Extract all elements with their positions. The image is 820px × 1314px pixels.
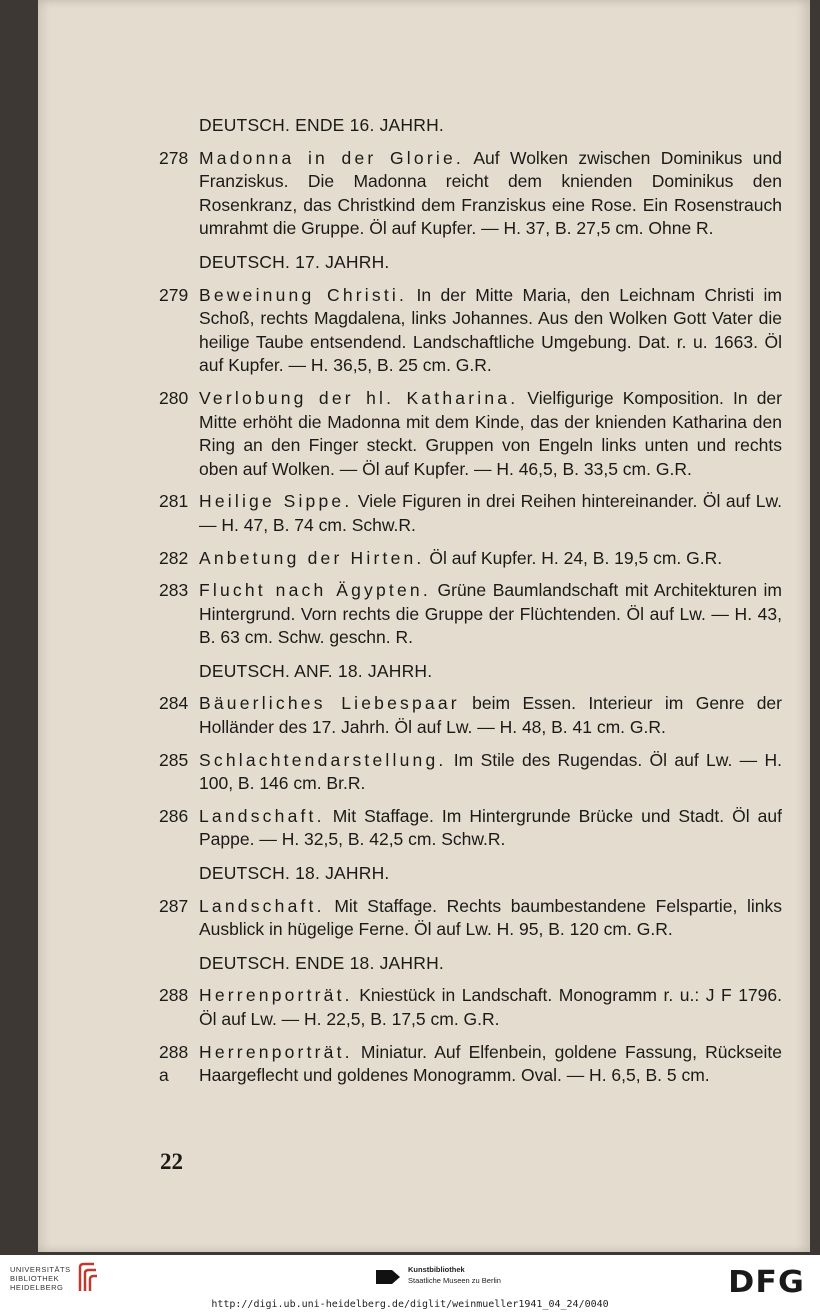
catalog-entry xyxy=(122,284,782,378)
section-heading: DEUTSCH. 18. JAHRH. xyxy=(199,863,390,884)
entry-description xyxy=(199,147,782,241)
university-line-3: HEIDELBERG xyxy=(10,1283,64,1292)
entry-number: 288 a xyxy=(159,1041,189,1086)
entry-number: 279 xyxy=(159,284,189,305)
entry-number: 281 xyxy=(159,491,189,512)
kunstbibliothek-label xyxy=(408,1264,501,1286)
catalog-entry xyxy=(122,749,782,796)
entry-number: 285 xyxy=(159,749,189,770)
entry-title: Landschaft. xyxy=(199,895,325,916)
entry-text: Miniatur. Auf Elfenbein, goldene Fassung, Rückseite Haargeflecht und goldenes Monogramm. Oval. — H. 6,5, B. 5 cm. xyxy=(199,1041,782,1086)
entry-text: Mit Staffage. Im Hintergrunde Brücke und Stadt. Öl auf Pappe. — H. 32,5, B. 42,5 cm. Schw.R. xyxy=(199,805,782,850)
catalog-content xyxy=(122,114,782,1088)
entry-description xyxy=(199,579,782,650)
page-number: 22 xyxy=(160,1149,183,1174)
university-logo-icon xyxy=(76,1261,98,1293)
entry-title: Bäuerliches Liebespaar xyxy=(199,693,460,714)
dfg-logo: DFG xyxy=(728,1265,805,1300)
entry-text: Viele Figuren in drei Reihen hintereinander. Öl auf Lw. — H. 47, B. 74 cm. Schw.R. xyxy=(199,491,782,535)
catalog-entry xyxy=(122,895,782,942)
kunstbibliothek-title: Kunstbibliothek xyxy=(408,1265,465,1274)
entry-description xyxy=(199,284,782,378)
entry-number: 286 xyxy=(159,805,189,826)
entry-title: Heilige Sippe. xyxy=(199,491,353,512)
entry-number: 283 xyxy=(159,580,189,601)
entry-text: Grüne Baumlandschaft mit Architekturen im Hintergrund. Vorn rechts die Gruppe der Flüchtenden. Öl auf Lw. — H. 43, B. 63 cm. Schw. geschn. R. xyxy=(199,580,783,648)
section-heading: DEUTSCH. ENDE 18. JAHRH. xyxy=(199,952,444,973)
catalog-entry xyxy=(122,805,782,852)
entry-text: Kniestück in Landschaft. Monogramm r. u.: J F 1796. Öl auf Lw. — H. 22,5, B. 17,5 cm. G.R. xyxy=(199,985,782,1029)
university-line-1: UNIVERSITÄTS xyxy=(10,1265,71,1274)
entry-number: 284 xyxy=(159,693,189,714)
entry-description xyxy=(199,1041,782,1088)
entry-title: Flucht nach Ägypten. xyxy=(199,580,431,601)
entry-text: beim Essen. Interieur im Genre der Holländer des 17. Jahrh. Öl auf Lw. — H. 48, B. 41 cm. G.R. xyxy=(199,693,782,738)
university-library-label xyxy=(10,1265,71,1292)
entry-description xyxy=(199,805,782,852)
entry-text: Mit Staffage. Rechts baumbestandene Felspartie, links Ausblick in hügelige Ferne. Öl auf Lw. H. 95, B. 120 cm. G.R. xyxy=(199,895,782,940)
entry-title: Herrenporträt. xyxy=(199,985,353,1006)
entry-number: 282 xyxy=(159,547,189,568)
entry-title: Anbetung der Hirten. xyxy=(199,547,425,568)
entry-description xyxy=(199,692,782,739)
section-heading: DEUTSCH. ENDE 16. JAHRH. xyxy=(199,115,444,135)
entry-title: Verlobung der hl. Katharina. xyxy=(199,387,519,408)
entry-title: Herrenporträt. xyxy=(199,1041,353,1062)
catalog-entry xyxy=(122,692,782,739)
footer-bar xyxy=(0,1255,820,1314)
entry-number: 288 xyxy=(159,985,189,1006)
entry-description xyxy=(199,984,782,1031)
catalog-entry xyxy=(122,1041,782,1088)
university-line-2: BIBLIOTHEK xyxy=(10,1274,60,1283)
entry-text: Vielfigurige Komposition. In der Mitte erhöht die Madonna mit dem Kinde, das der knienden Katharina den Ring an den Finger steckt. Gruppen von Engeln links unten und rechts oben auf Wolken. — Öl auf Kupfer. — H. 46,5, B. 33,5 cm. G.R. xyxy=(199,387,782,479)
entry-description xyxy=(199,490,782,537)
entry-text: In der Mitte Maria, den Leichnam Christi im Schoß, rechts Magdalena, links Johannes. Aus den Wolken Gott Vater die heilige Taube entsendend. Landschaftliche Umgebung. Dat. r. u. 1663. Öl auf Kupfer. — H. 36,5, B. 25 cm. G.R. xyxy=(199,284,782,376)
section-heading: DEUTSCH. ANF. 18. JAHRH. xyxy=(199,660,433,681)
entry-title: Landschaft. xyxy=(199,805,325,826)
kunstbibliothek-subtitle: Staatliche Museen zu Berlin xyxy=(408,1276,501,1285)
entry-description xyxy=(199,387,782,481)
entry-text: Auf Wolken zwischen Dominikus und Franziskus. Die Madonna reicht dem knienden Dominikus den Rosenkranz, das Christkind dem Franziskus eine Rose. Ein Rosenstrauch umrahmt die Gruppe. Öl auf Kupfer. — H. 37, B. 27,5 cm. Ohne R. xyxy=(199,147,783,239)
entry-title: Madonna in der Glorie. xyxy=(199,147,464,168)
entry-title: Beweinung Christi. xyxy=(199,284,408,305)
entry-title: Schlachtendarstellung. xyxy=(199,749,447,770)
entry-text: Im Stile des Rugendas. Öl auf Lw. — H. 100, B. 146 cm. Br.R. xyxy=(199,749,782,794)
kunstbibliothek-logo-icon xyxy=(374,1266,402,1288)
section-heading: DEUTSCH. 17. JAHRH. xyxy=(199,251,390,272)
catalog-entry xyxy=(122,547,782,571)
catalog-entry xyxy=(122,387,782,481)
entry-number: 278 xyxy=(159,147,189,168)
entry-number: 287 xyxy=(159,895,189,916)
source-url-link[interactable]: http://digi.ub.uni-heidelberg.de/diglit/weinmueller1941_04_24/0040 xyxy=(211,1299,609,1310)
entry-description xyxy=(199,547,782,571)
entry-number: 280 xyxy=(159,387,189,408)
catalog-entry xyxy=(122,579,782,650)
catalog-entry xyxy=(122,490,782,537)
catalog-entry xyxy=(122,147,782,241)
entry-description xyxy=(199,895,782,942)
entry-text: Öl auf Kupfer. H. 24, B. 19,5 cm. G.R. xyxy=(424,547,723,568)
entry-description xyxy=(199,749,782,796)
catalog-entry xyxy=(122,984,782,1031)
